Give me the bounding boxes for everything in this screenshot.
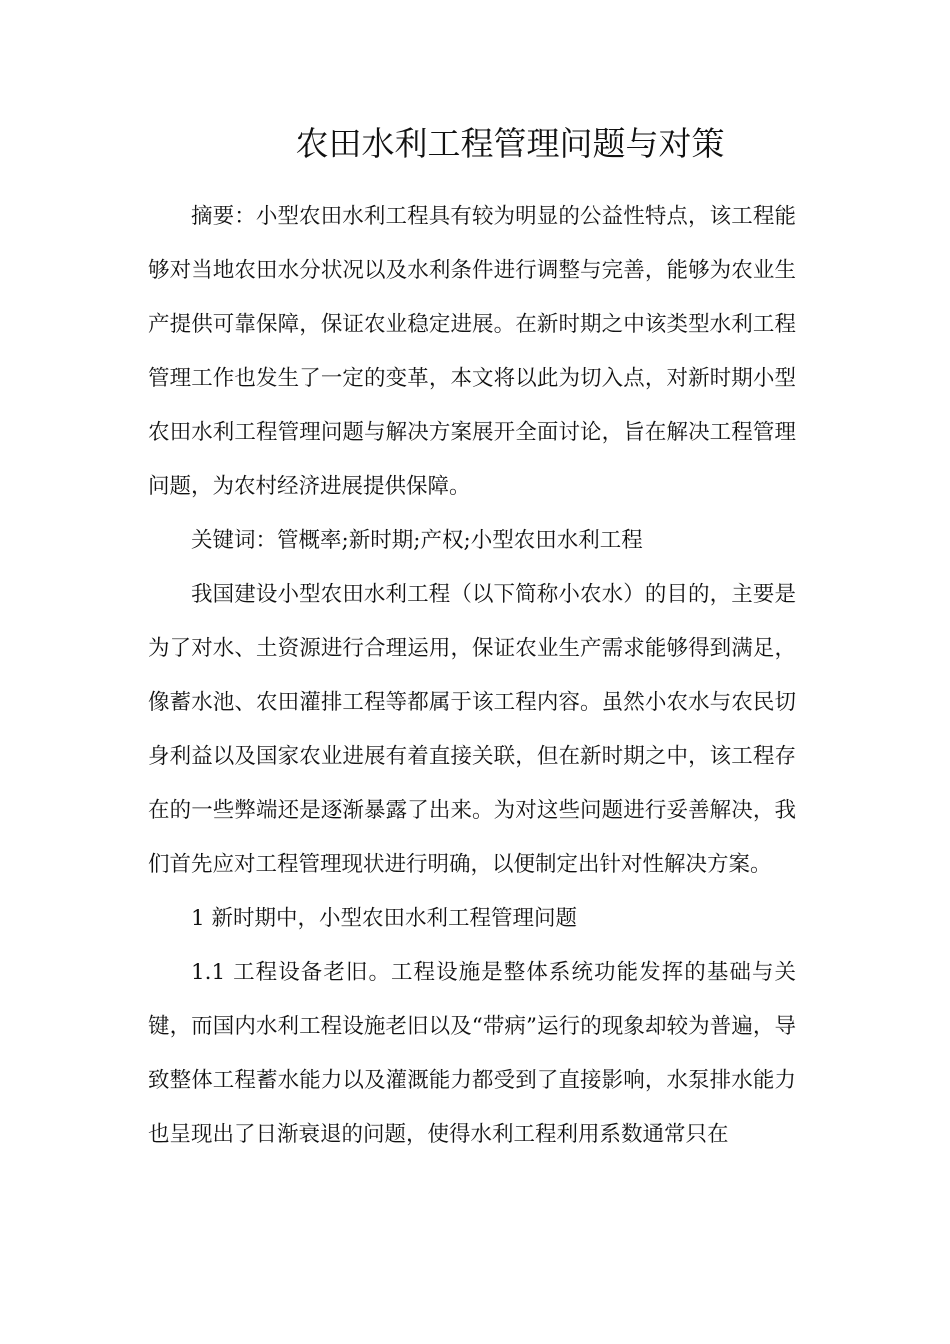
section-1-1-paragraph: 1.1 工程设备老旧。工程设施是整体系统功能发挥的基础与关键，而国内水利工程设施老旧以及“带病”运行的现象却较为普遍，导致整体工程蓄水能力以及灌溉能力都受到了直接影响，水泵排水能力也呈现出了日渐衰退的问题，使得水利工程利用系数通常只在 xyxy=(148,960,796,1147)
section-1-heading: 1 新时期中，小型农田水利工程管理问题 xyxy=(191,906,578,931)
document-title: 农田水利工程管理问题与对策 xyxy=(295,124,725,163)
intro-paragraph: 我国建设小型农田水利工程（以下简称小农水）的目的，主要是为了对水、土资源进行合理运用，保证农业生产需求能够得到满足，像蓄水池、农田灌排工程等都属于该工程内容。虽然小农水与农民切身利益以及国家农业进展有着直接关联，但在新时期之中，该工程存在的一些弊端还是逐渐暴露了出来。为对这些问题进行妥善解决，我们首先应对工程管理现状进行明确，以便制定出针对性解决方案。 xyxy=(148,582,796,877)
abstract-paragraph: 摘要：小型农田水利工程具有较为明显的公益性特点，该工程能够对当地农田水分状况以及水利条件进行调整与完善，能够为农业生产提供可靠保障，保证农业稳定进展。在新时期之中该类型水利工程管理工作也发生了一定的变革，本文将以此为切入点，对新时期小型农田水利工程管理问题与解决方案展开全面讨论，旨在解决工程管理问题，为农村经济进展提供保障。 xyxy=(148,204,796,499)
document-body xyxy=(148,190,796,1162)
keywords-paragraph: 关键词：管概率;新时期;产权;小型农田水利工程 xyxy=(191,528,643,553)
